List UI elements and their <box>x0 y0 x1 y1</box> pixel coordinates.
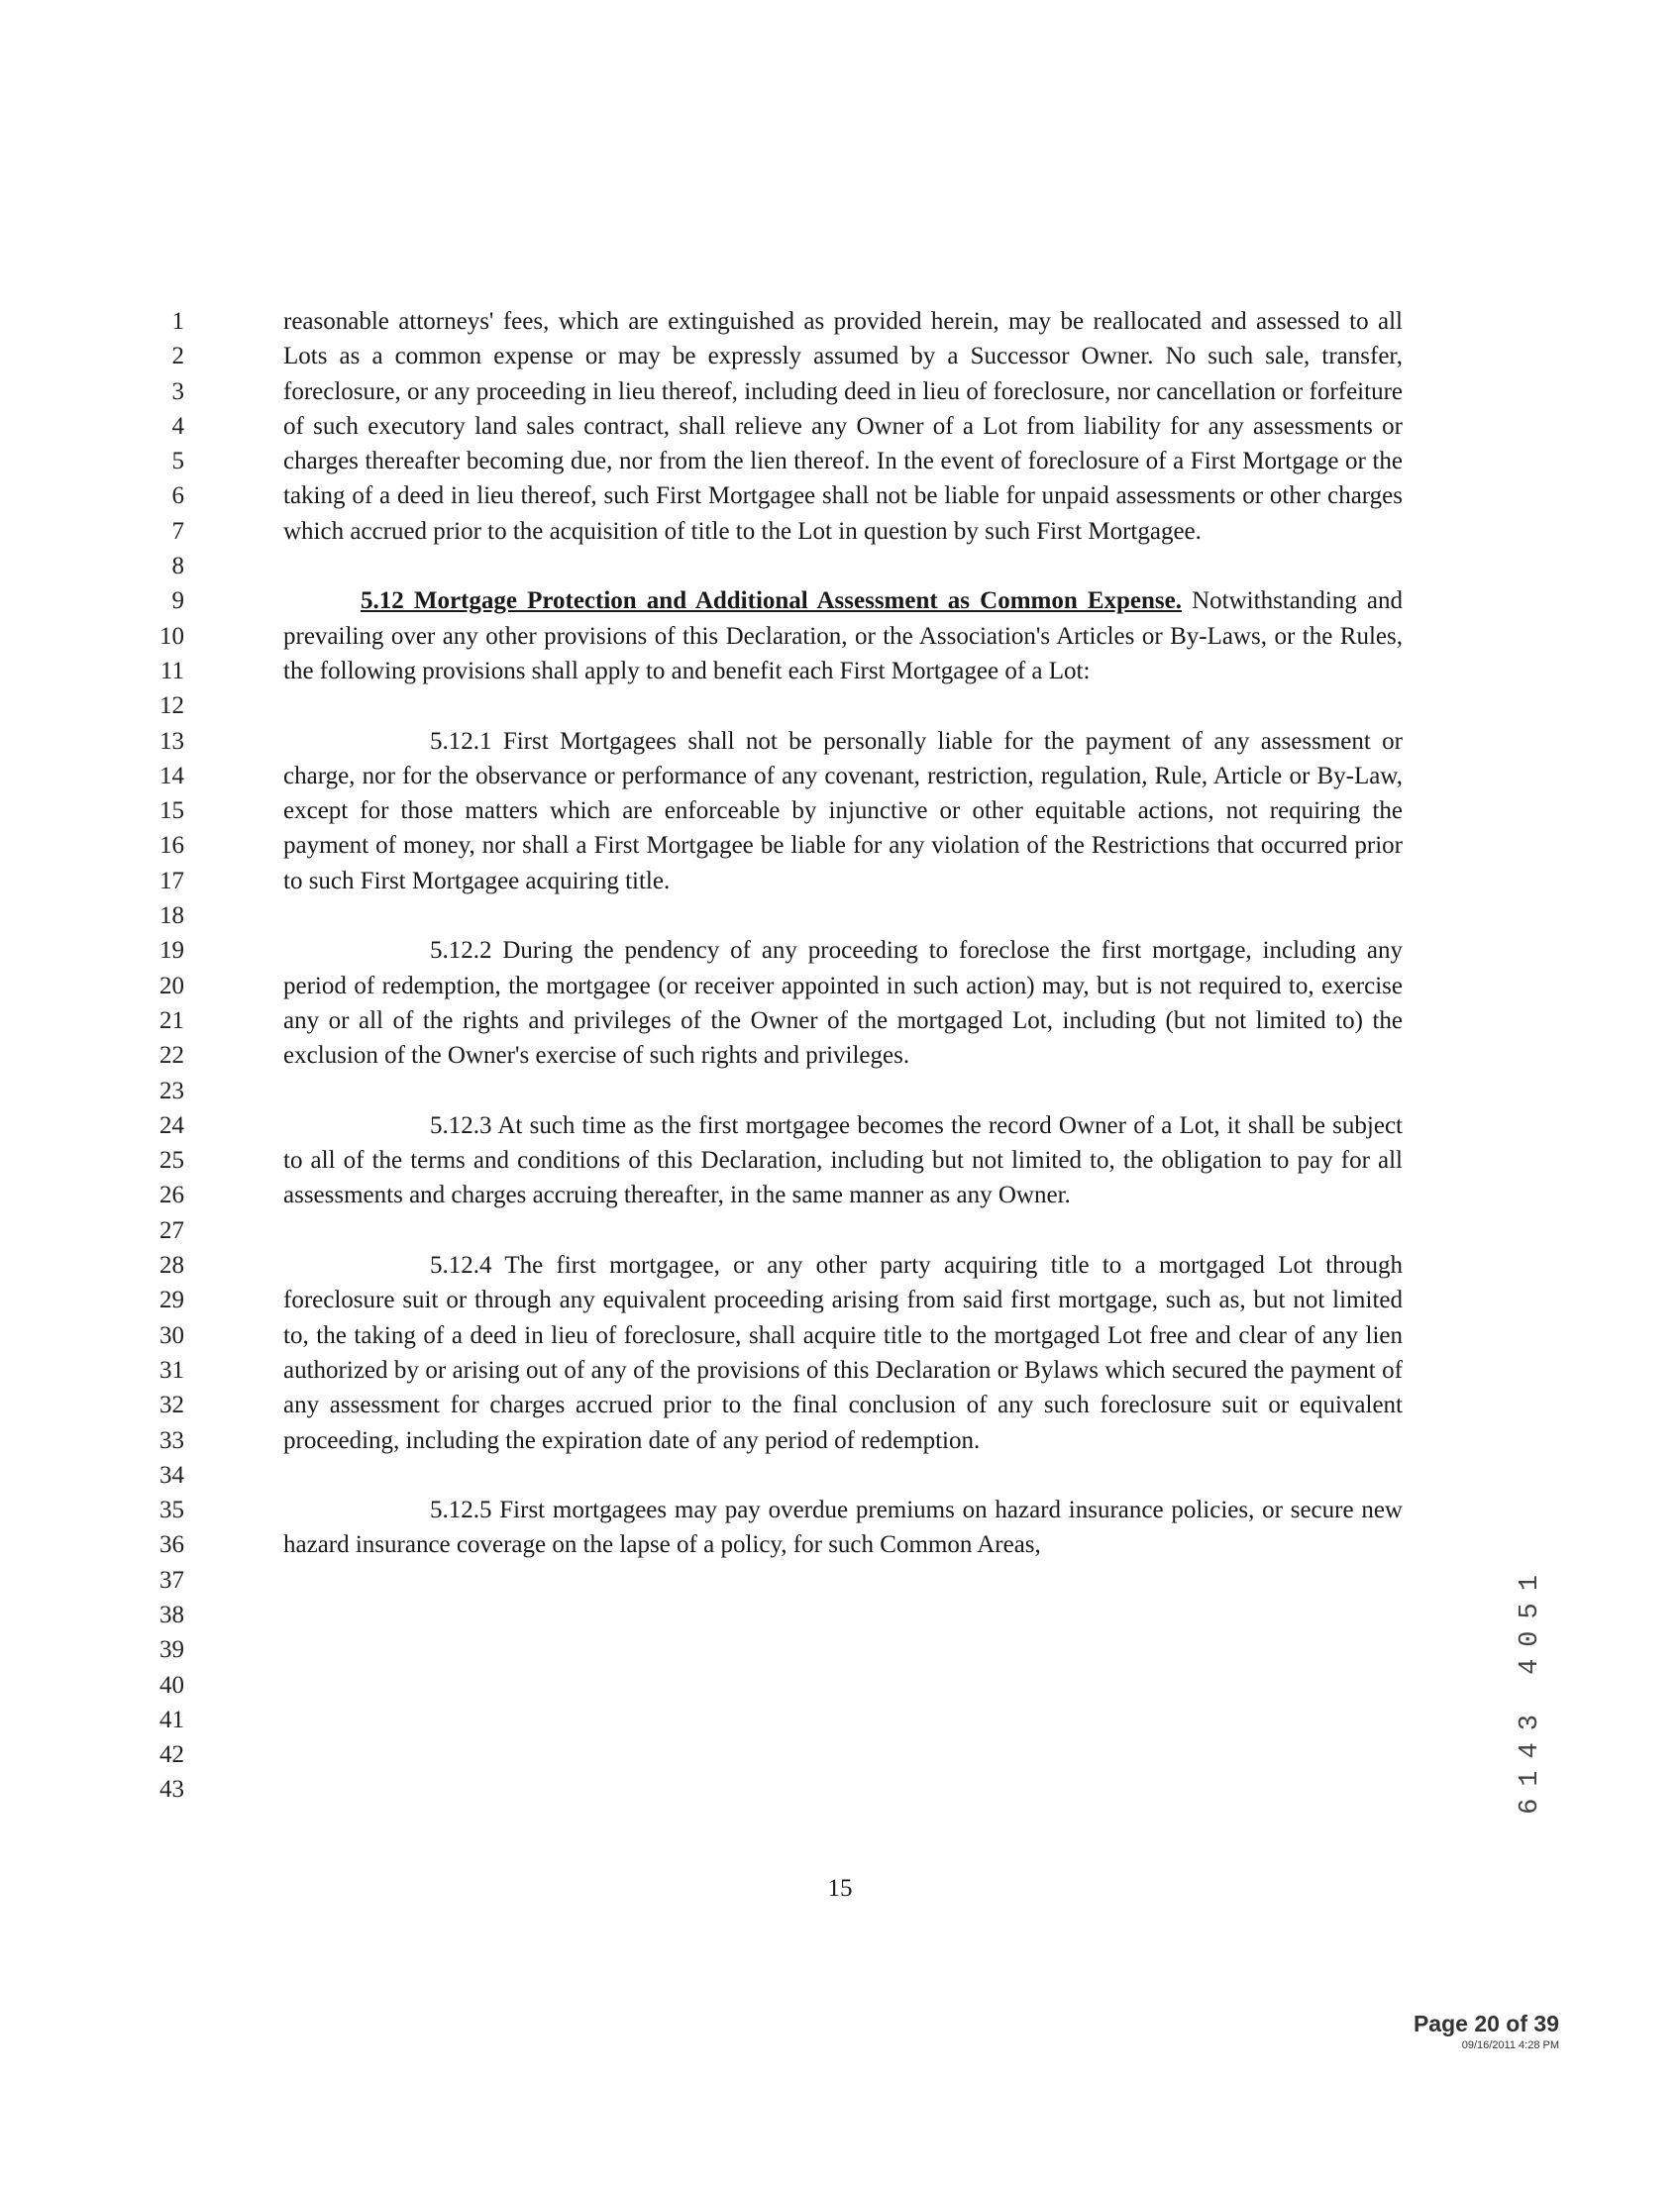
line-number: 2 <box>171 343 184 370</box>
line-number: 13 <box>159 727 184 755</box>
page-count-label: Page 20 of 39 <box>1413 2011 1559 2036</box>
line-number: 9 <box>171 587 184 615</box>
line-number: 4 <box>171 412 184 440</box>
line-numbers <box>149 304 184 1808</box>
line-number: 30 <box>159 1321 184 1349</box>
subsection-5-12-1: 5.12.1 First Mortgagees shall not be personally liable for the payment of any assessment or charge, nor for the observance or performance of any covenant, restriction, regulation, Rule, Article or By-Law, except for those matters which are enforceable by injunctive or other equitable actions, not requiring the payment of money, nor shall a First Mortgagee be liable for any violation of the Restrictions that occurred prior to such First Mortgagee acquiring title. <box>283 727 1403 894</box>
line-number: 15 <box>159 797 184 825</box>
line-number: 20 <box>159 972 184 999</box>
subsection-5-12-2: 5.12.2 During the pendency of any proceeding to foreclose the first mortgage, including any period of redemption, the mortgagee (or receiver appointed in such action) may, but is not required to, exercise any or all of the rights and privileges of the Owner of the mortgaged Lot, including (but not limited to) the exclusion of the Owner's exercise of such rights and privileges. <box>283 937 1403 1070</box>
paragraph-continuation: reasonable attorneys' fees, which are extinguished as provided herein, may be reallocated and assessed to all Lots as a common expense or may be expressly assumed by a Successor Owner. No such sale, transfer, foreclosure, or any proceeding in lieu thereof, including deed in lieu of foreclosure, nor cancellation or forfeiture of such executory land sales contract, shall relieve any Owner of a Lot from liability for any assessments or charges thereafter becoming due, nor from the lien thereof. In the event of foreclosure of a First Mortgage or the taking of a deed in lieu thereof, such First Mortgagee shall not be liable for unpaid assessments or other charges which accrued prior to the acquisition of title to the Lot in question by such First Mortgagee. <box>283 308 1403 545</box>
line-number: 14 <box>159 762 184 789</box>
line-number: 24 <box>159 1111 184 1139</box>
line-number: 6 <box>171 482 184 510</box>
line-number: 3 <box>171 377 184 405</box>
line-number: 22 <box>159 1042 184 1070</box>
section-5-12 <box>283 583 1403 688</box>
line-number: 37 <box>159 1566 184 1594</box>
bates-stamp <box>1516 1530 1545 1847</box>
line-number: 8 <box>171 553 184 580</box>
line-number: 39 <box>159 1636 184 1664</box>
line-number: 25 <box>159 1147 184 1175</box>
line-number: 27 <box>159 1216 184 1244</box>
line-number: 19 <box>159 937 184 965</box>
line-number: 21 <box>159 1006 184 1034</box>
line-number: 43 <box>159 1776 184 1804</box>
subsection-5-12-5: 5.12.5 First mortgagees may pay overdue premiums on hazard insurance policies, or secure new hazard insurance coverage on the lapse of a policy, for such Common Areas, <box>283 1497 1403 1559</box>
line-number: 16 <box>159 832 184 860</box>
subsection-5-12-4: 5.12.4 The first mortgagee, or any other party acquiring title to a mortgaged Lot through foreclosure suit or through any equivalent proceeding arising from said first mortgage, such as, but not limited to, the taking of a deed in lieu of foreclosure, shall acquire title to the mortgaged Lot free and clear of any lien authorized by or arising out of any of the provisions of this Declaration or Bylaws which secured the payment of any assessment for charges accrued prior to the final conclusion of any such foreclosure suit or equivalent proceeding, including the expiration date of any period of redemption. <box>283 1252 1403 1454</box>
line-number: 11 <box>159 657 184 684</box>
line-number: 7 <box>171 517 184 545</box>
line-number: 17 <box>159 867 184 894</box>
subsection-5-12-3: 5.12.3 At such time as the first mortgagee becomes the record Owner of a Lot, it shall be subject to all of the terms and conditions of this Declaration, including but not limited to, the obligation to pay for all assessments and charges accruing thereafter, in the same manner as any Owner. <box>283 1111 1403 1209</box>
page-footer <box>1414 2011 1559 2051</box>
print-timestamp: 09/16/2011 4:28 PM <box>1461 2039 1559 2051</box>
line-number: 26 <box>159 1182 184 1209</box>
line-number: 33 <box>159 1426 184 1454</box>
page-number: 15 <box>827 1875 853 1902</box>
bates-number: 6143 4051 <box>1516 1563 1545 1815</box>
line-number: 41 <box>159 1706 184 1733</box>
section-title: 5.12 Mortgage Protection and Additional Assessment as Common Expense. <box>361 587 1183 615</box>
line-number: 31 <box>159 1356 184 1384</box>
line-number: 32 <box>159 1392 184 1419</box>
line-number: 34 <box>159 1461 184 1489</box>
document-body <box>283 304 1403 1563</box>
line-number: 40 <box>159 1671 184 1699</box>
line-number: 10 <box>159 622 184 650</box>
line-number: 5 <box>171 448 184 475</box>
line-number: 29 <box>159 1287 184 1314</box>
line-number: 35 <box>159 1497 184 1524</box>
line-number: 28 <box>159 1252 184 1280</box>
line-number: 23 <box>159 1077 184 1104</box>
line-number: 42 <box>159 1741 184 1769</box>
line-number: 38 <box>159 1601 184 1628</box>
line-number: 1 <box>171 308 184 335</box>
line-number: 18 <box>159 902 184 930</box>
section-body: Notwithstanding and prevailing over any other provisions of this Declaration, or the Association's Articles or By-Laws, or the Rules, the following provisions shall apply to and benefit each First Mortgagee of a Lot: <box>283 587 1403 684</box>
line-number: 12 <box>159 692 184 720</box>
line-number: 36 <box>159 1531 184 1559</box>
